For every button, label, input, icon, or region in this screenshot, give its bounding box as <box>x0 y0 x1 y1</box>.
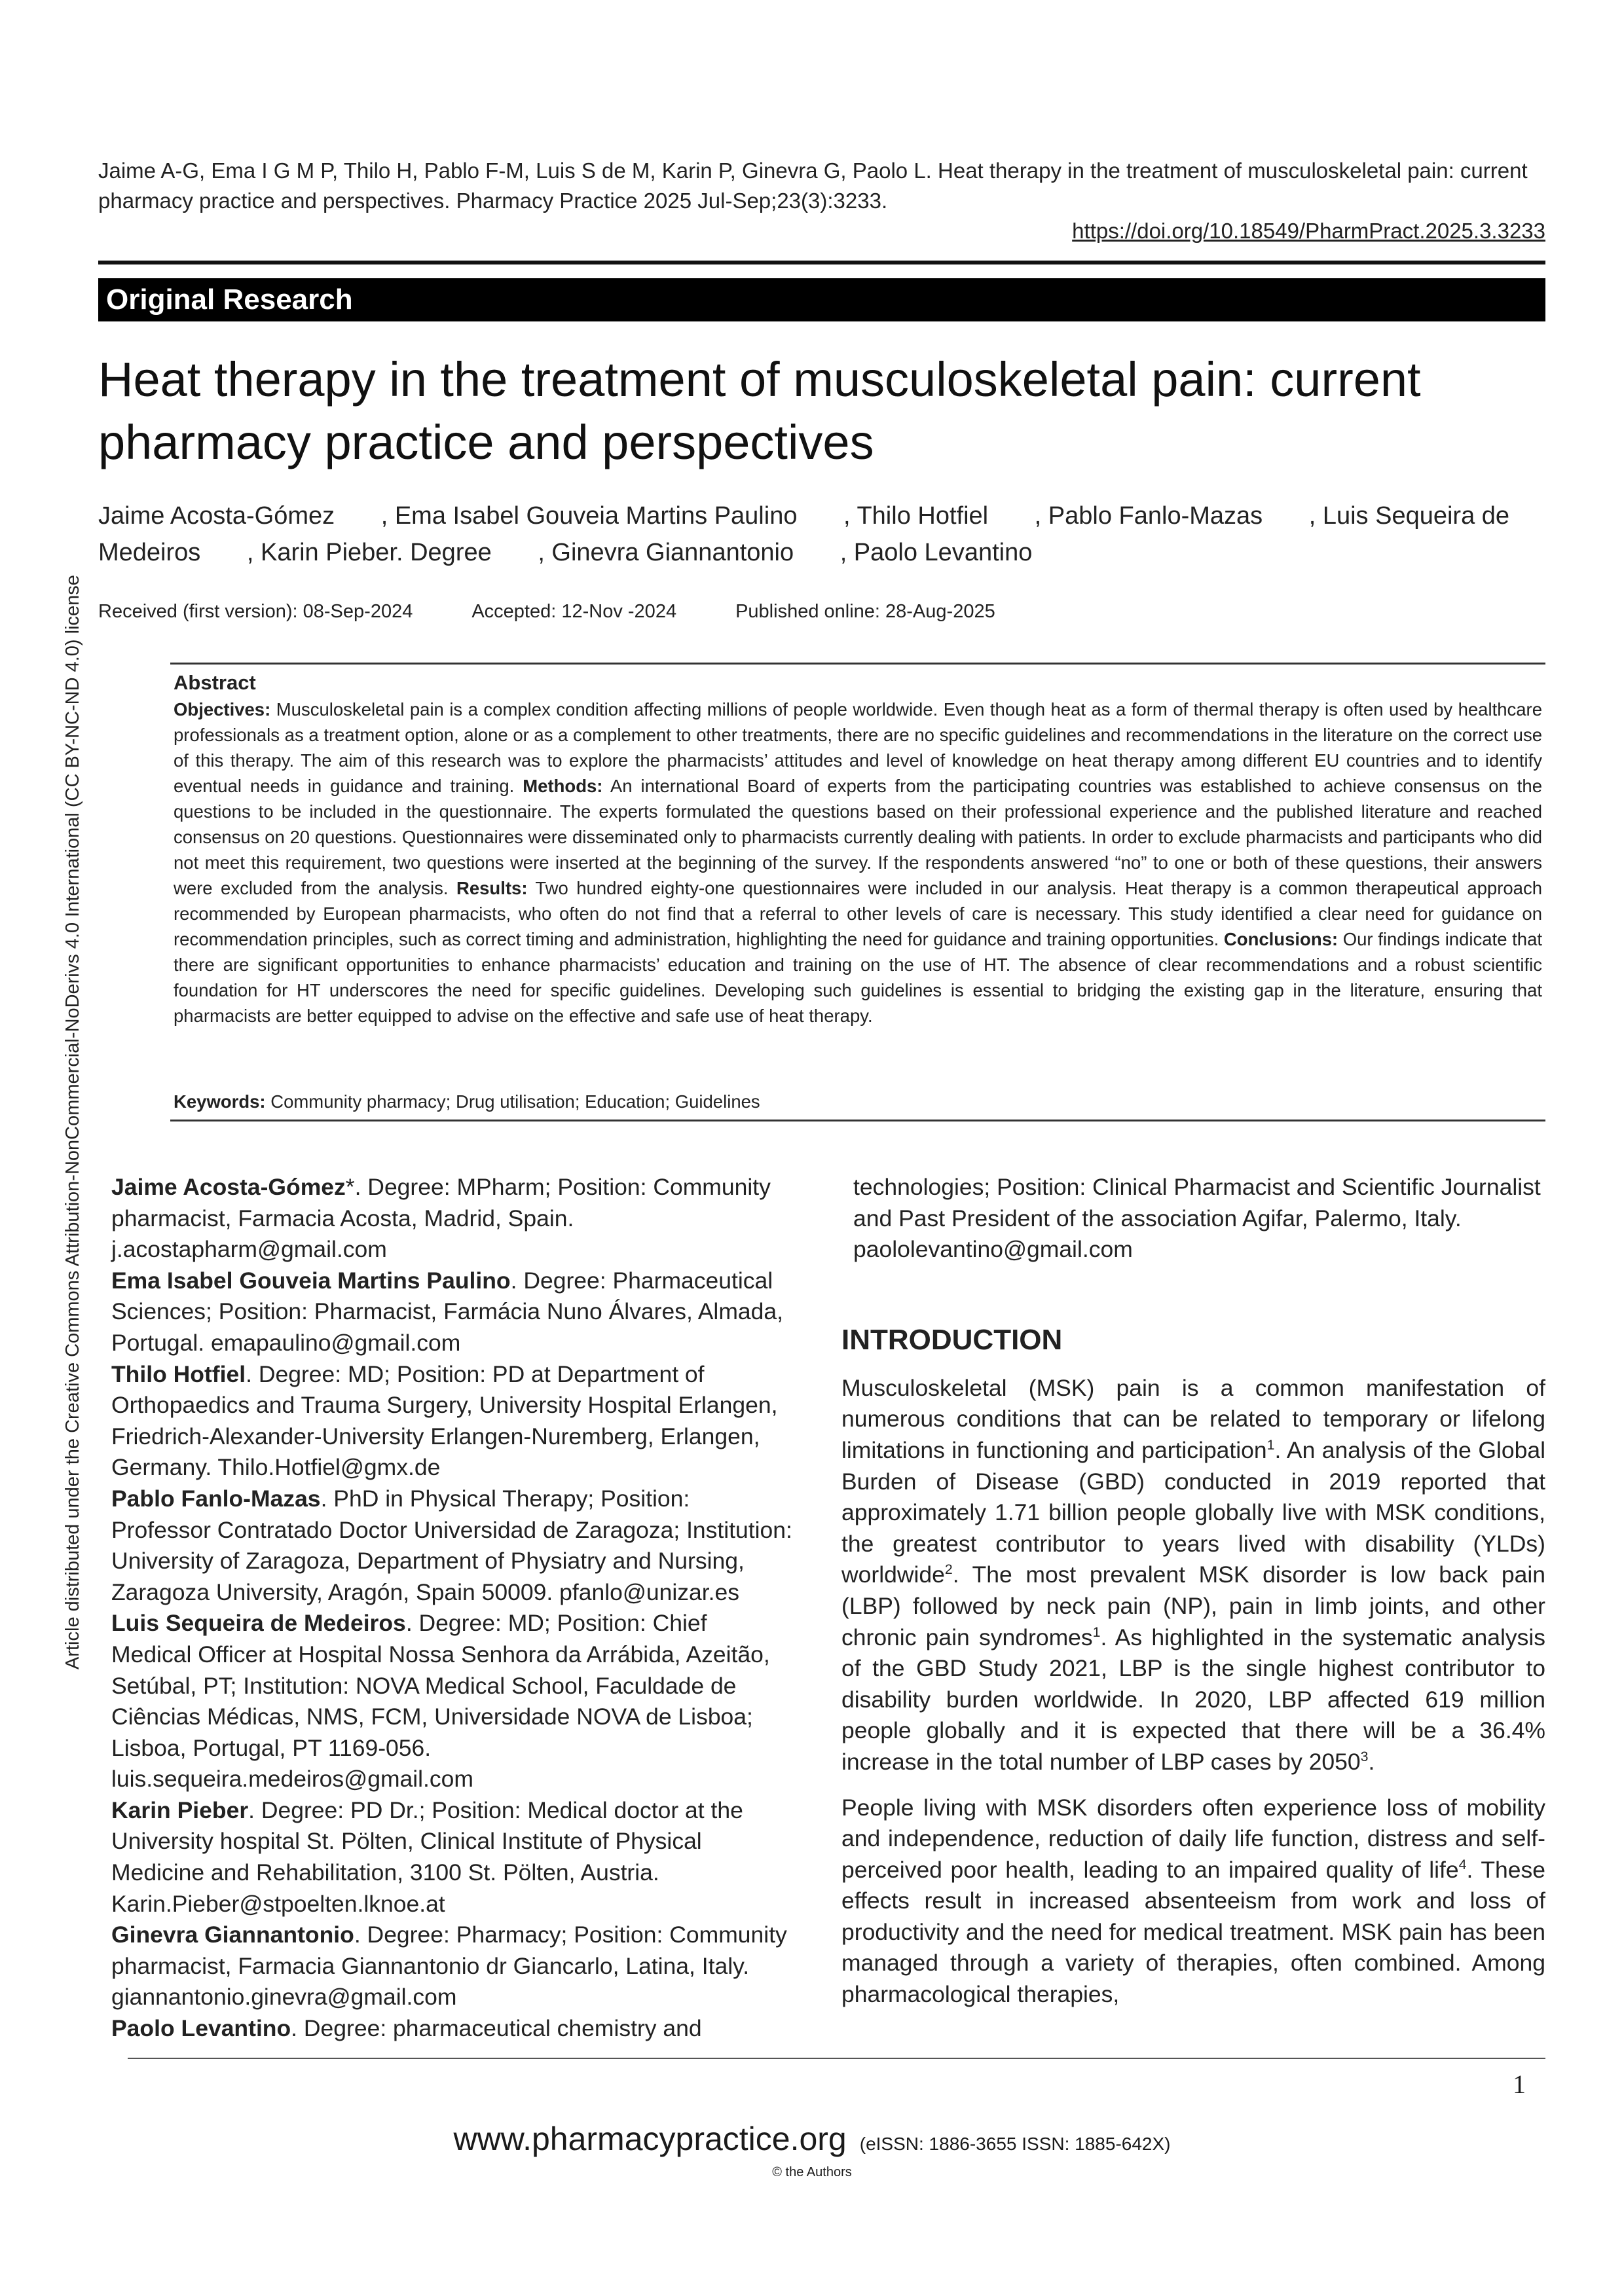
citation-ref[interactable]: 1 <box>1266 1437 1275 1453</box>
affiliation-name: Ginevra Giannantonio <box>111 1922 354 1948</box>
affiliation-entry <box>111 1359 792 1484</box>
conclusions-text: Our findings indicate that there are significant opportunities to enhance pharmacists’ education and training on the use of HT. The absence of clear recommendations and a robust scientific foundation for HT underscores the need for specific guidelines. Developing such guidelines is essential to bridging the existing gap in the literature, ensuring that pharmacists are better equipped to advise on the effective and safe use of heat therapy. <box>174 929 1543 1026</box>
citation-text: Jaime A-G, Ema I G M P, Thilo H, Pablo F-M, Luis S de M, Karin P, Ginevra G, Paolo L. Heat therapy in the treatment of musculoskeletal pain: current pharmacy practice and perspectives. Pharmacy Practice 2025 Jul-Sep;23(3):3233. <box>98 158 1528 213</box>
affiliation-entry <box>111 1172 792 1266</box>
affiliation-text: . Degree: PD Dr.; Position: Medical doctor at the University hospital St. Pölten, Clinical Institute of Physical Medicine and Rehabilitation, 3100 St. Pölten, Austria. Karin.Pieber@stpoelten.lknoe.at <box>111 1796 743 1917</box>
article-type-label: Original Research <box>106 283 353 316</box>
affiliation-text: . PhD in Physical Therapy; Position: Professor Contratado Doctor Universidad de Zaragoza; Institution: University of Zaragoza, Department of Physiatry and Nursing, Zaragoza University, Aragón, Spain 50009. pfanlo@unizar.es <box>111 1485 792 1605</box>
author-name: , Thilo Hotfiel <box>843 502 989 530</box>
citation-ref[interactable]: 1 <box>1092 1624 1101 1640</box>
affiliation-entry <box>111 1795 792 1920</box>
abstract-top-rule <box>170 663 1545 665</box>
keywords-label: Keywords: <box>174 1091 266 1112</box>
author-affiliations <box>111 1172 792 2045</box>
author-name: Jaime Acosta-Gómez <box>98 502 335 530</box>
license-side-note: Article distributed under the Creative Commons Attribution-NonCommercial-NoDerivs 4.0 International (CC BY-NC-ND 4.0) license <box>62 575 83 1669</box>
affiliation-entry <box>111 1266 792 1359</box>
text-run: . These effects result in increased absenteeism from work and loss of productivity and the need for medical treatment. MSK pain has been managed through a variety of therapies, often combined. Among pharmacological therapies, <box>841 1856 1545 2008</box>
citation-ref[interactable]: 3 <box>1360 1749 1369 1765</box>
introduction-paragraph-2 <box>841 1793 1545 2011</box>
affiliation-entry <box>111 2013 792 2045</box>
text-run: Musculoskeletal (MSK) pain is a common manifestation of numerous conditions that can be related to temporary or lifelong limitations in functioning and participation <box>841 1374 1545 1463</box>
affiliation-text: . Degree: Pharmacy; Position: Community pharmacist, Farmacia Giannantonio dr Giancarlo, Latina, Italy. giannantonio.ginevra@gmail.com <box>111 1922 787 2011</box>
page-number: 1 <box>1513 2069 1526 2099</box>
introduction-paragraph-1 <box>841 1373 1545 1778</box>
article-type-banner <box>98 278 1545 321</box>
affiliation-name: Karin Pieber <box>111 1796 249 1823</box>
abstract-bottom-rule <box>170 1120 1545 1121</box>
abstract-body <box>174 697 1542 1029</box>
author-name: , Ginevra Giannantonio <box>538 539 794 566</box>
author-name: , Paolo Levantino <box>840 539 1033 566</box>
citation-header <box>98 156 1545 246</box>
text-run: . An analysis of the Global Burden of Disease (GBD) conducted in 2019 reported that approximately 1.71 billion people globally live with MSK conditions, the greatest contributor to years lived with disability (YLDs) worldwide <box>841 1436 1545 1588</box>
affiliation-text: . Degree: pharmaceutical chemistry and <box>291 2015 702 2042</box>
issn-text: (eISSN: 1886-3655 ISSN: 1885-642X) <box>859 2134 1171 2154</box>
affiliation-text: *. Degree: MPharm; Position: Community pharmacist, Farmacia Acosta, Madrid, Spain. j.acostapharm@gmail.com <box>111 1174 771 1263</box>
affiliation-entry <box>111 1920 792 2013</box>
keywords-text: Community pharmacy; Drug utilisation; Education; Guidelines <box>270 1091 760 1112</box>
right-column <box>841 1172 1545 2025</box>
header-rule <box>98 261 1545 264</box>
author-name: , Ema Isabel Gouveia Martins Paulino <box>380 502 798 530</box>
abstract-heading: Abstract <box>174 671 256 694</box>
author-list <box>98 498 1545 571</box>
affiliation-name: Jaime Acosta-Gómez <box>111 1174 346 1200</box>
affiliation-entry <box>111 1608 792 1795</box>
affiliation-text: . Degree: MD; Position: Chief Medical Officer at Hospital Nossa Senhora da Arrábida, Azeitão, Setúbal, PT; Institution: NOVA Medical School, Faculdade de Ciências Médicas, NMS, FCM, Universidade NOVA de Lisboa; Lisboa, Portugal, PT 1169-056. luis.sequeira.medeiros@gmail.com <box>111 1610 770 1793</box>
author-name: , Karin Pieber. Degree <box>246 539 492 566</box>
affiliation-text: . Degree: Pharmaceutical Sciences; Position: Pharmacist, Farmácia Nuno Álvares, Almada, Portugal. emapaulino@gmail.com <box>111 1267 783 1356</box>
journal-footer <box>0 2120 1624 2158</box>
objectives-label: Objectives: <box>174 699 271 720</box>
text-run: . The most prevalent MSK disorder is low back pain (LBP) followed by neck pain (NP), pain in limb joints, and other chronic pain syndromes <box>841 1561 1545 1650</box>
introduction-heading: INTRODUCTION <box>841 1323 1063 1356</box>
objectives-text: Musculoskeletal pain is a complex condition affecting millions of people worldwide. Even though heat as a form of thermal therapy is often used by healthcare professionals as a treatment option, alone or as a complement to other treatments, there are no specific guidelines and recommendations in the literature on the correct use of this therapy. The aim of this research was to explore the pharmacists’ attitudes and level of knowledge on heat therapy among different EU countries and to identify eventual needs in guidance and training. <box>174 699 1542 796</box>
keywords <box>174 1091 1542 1112</box>
doi-link[interactable]: https://doi.org/10.18549/PharmPract.2025.3.3233 <box>1072 219 1545 243</box>
results-text: Two hundred eighty-one questionnaires were included in our analysis. Heat therapy is a common therapeutical approach recommended by European pharmacists, who often do not find that a referral to other levels of care is necessary. This study identified a clear need for guidance on recommendation principles, such as correct timing and administration, highlighting the need for guidance and training opportunities. <box>174 878 1543 949</box>
received-date: Received (first version): 08-Sep-2024 <box>98 601 413 622</box>
publication-dates <box>98 601 995 623</box>
methods-text: An international Board of experts from the participating countries was established to achieve consensus on the questions to be included in the questionnaire. The experts formulated the questions based on their professional experience and the published literature and reached consensus on 20 questions. Questionnaires were disseminated only to pharmacists currently dealing with patients. In order to exclude pharmacists and participants who did not meet this requirement, two questions were inserted at the beginning of the survey. If the respondents answered “no” to one or both of these questions, their answers were excluded from the analysis. <box>174 776 1542 898</box>
author-name: , Luis Sequeira de Medeiros <box>98 502 1510 566</box>
methods-label: Methods: <box>523 776 603 796</box>
author-name: , Pablo Fanlo-Mazas <box>1034 502 1263 530</box>
text-run: . <box>1368 1748 1375 1775</box>
conclusions-label: Conclusions: <box>1223 929 1338 949</box>
results-label: Results: <box>456 878 528 898</box>
text-run: People living with MSK disorders often experience loss of mobility and independence, reduction of daily life function, distress and self-perceived poor health, leading to an impaired quality of life <box>841 1794 1545 1883</box>
article-title: Heat therapy in the treatment of musculoskeletal pain: current pharmacy practice and perspectives <box>98 352 1421 469</box>
affiliation-continued: technologies; Position: Clinical Pharmacist and Scientific Journalist and Past President of the association Agifar, Palermo, Italy. paololevantino@gmail.com <box>853 1174 1541 1263</box>
citation-ref[interactable]: 4 <box>1458 1856 1467 1872</box>
text-run: . As highlighted in the systematic analysis of the GBD Study 2021, LBP is the single highest contributor to disability burden worldwide. In 2020, LBP affected 619 million people globally and it is expected that there will be a 36.4% increase in the total number of LBP cases by 2050 <box>841 1624 1545 1775</box>
affiliation-name: Luis Sequeira de Medeiros <box>111 1610 406 1637</box>
published-date: Published online: 28-Aug-2025 <box>735 601 995 622</box>
affiliation-text: . Degree: MD; Position: PD at Department of Orthopaedics and Trauma Surgery, University Hospital Erlangen, Friedrich-Alexander-University Erlangen-Nuremberg, Erlangen, Germany. Thilo.Hotfiel@gmx.de <box>111 1360 778 1481</box>
affiliation-entry <box>111 1484 792 1608</box>
accepted-date: Accepted: 12-Nov -2024 <box>471 601 677 622</box>
affiliation-name: Paolo Levantino <box>111 2015 291 2042</box>
affiliation-name: Pablo Fanlo-Mazas <box>111 1485 321 1512</box>
copyright-notice: © the Authors <box>772 2165 852 2179</box>
affiliation-name: Ema Isabel Gouveia Martins Paulino <box>111 1267 511 1294</box>
journal-website-link[interactable]: www.pharmacypractice.org <box>453 2121 847 2157</box>
footer-rule <box>128 2058 1545 2059</box>
affiliation-name: Thilo Hotfiel <box>111 1360 246 1387</box>
abstract-block <box>174 669 1542 1029</box>
citation-ref[interactable]: 2 <box>944 1561 953 1578</box>
